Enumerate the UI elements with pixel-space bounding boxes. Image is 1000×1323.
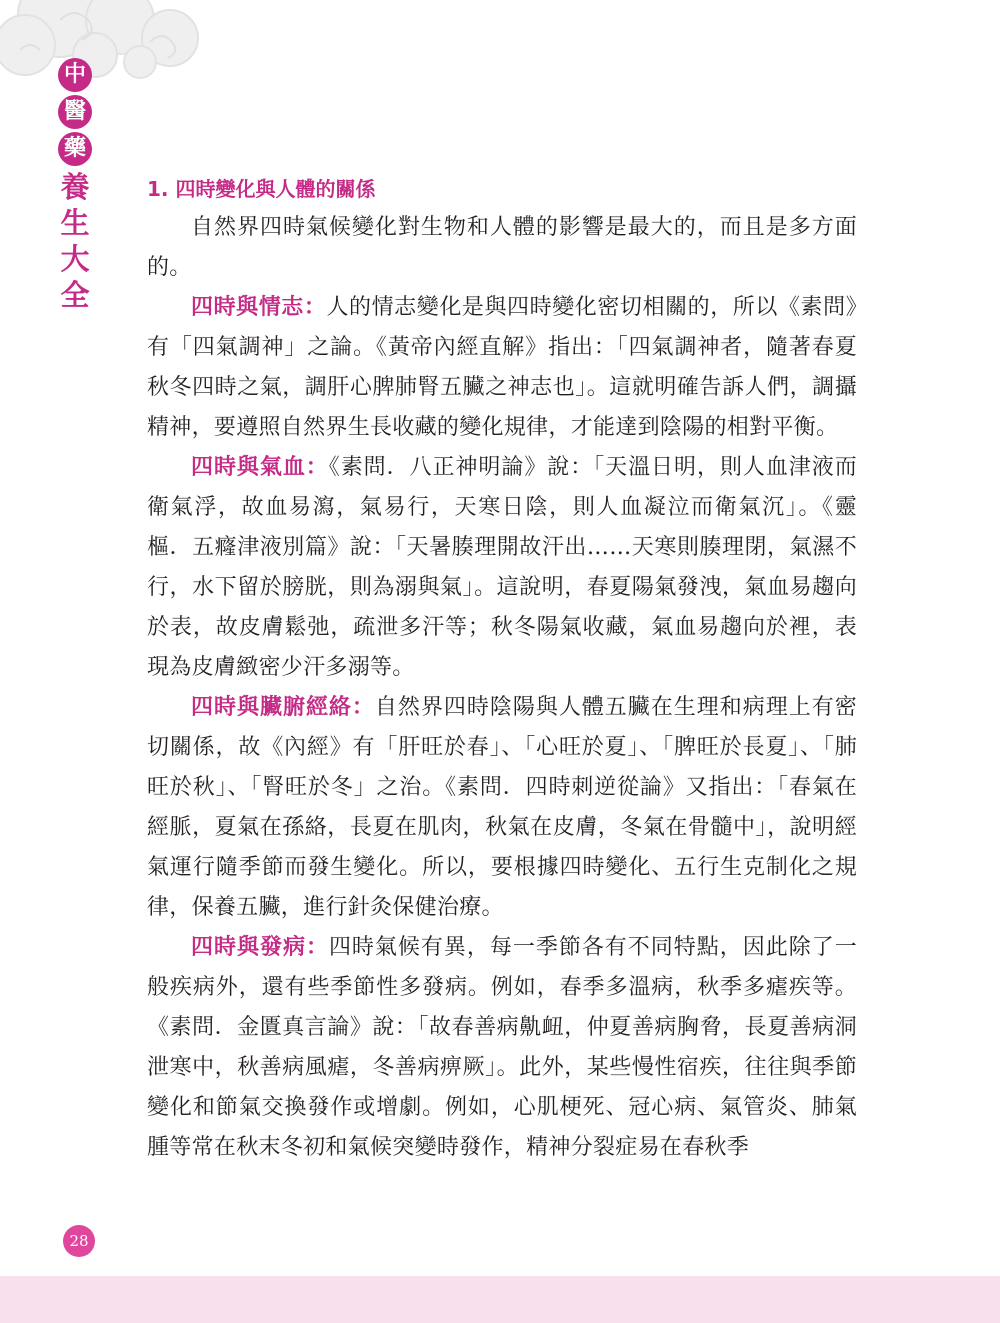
paragraph-lead: 四時與臟腑經絡： [191,695,375,720]
paragraph-text: 四時氣候有異，每一季節各有不同特點，因此除了一般疾病外，還有些季節性多發病。例如，春季多溫病，秋季多瘧疾等。《素問．金匱真言論》說：「故春善病鼽衄，仲夏善病胸脅，長夏善病洞泄寒中，秋善病風瘧，冬善病痹厥」。此外，某些慢性宿疾，往往與季節變化和節氣交換發作或增劇。例如，心肌梗死、冠心病、氣管炎、肺氣腫等常在秋末冬初和氣候突變時發作，精神分裂症易在春秋季 [147,935,857,1160]
paragraph-lead: 四時與氣血： [191,455,329,480]
series-title-char: 中 [58,58,92,92]
series-title-char: 全 [60,278,90,312]
paragraph-text: 自然界四時陰陽與人體五臟在生理和病理上有密切關係，故《內經》有「肝旺於春」、「心旺於夏」、「脾旺於長夏」、「肺旺於秋」、「腎旺於冬」之治。《素問．四時刺逆從論》又指出：「春氣在經脈，夏氣在孫絡，長夏在肌肉，秋氣在皮膚，冬氣在骨髓中」，說明經氣運行隨季節而發生變化。所以，要根據四時變化、五行生克制化之規律，保養五臟，進行針灸保健治療。 [147,695,857,920]
page-number: 28 [63,1225,95,1257]
series-title-char: 醫 [58,95,92,129]
intro-paragraph: 自然界四時氣候變化對生物和人體的影響是最大的，而且是多方面的。 [147,215,857,280]
cloud-ornament [0,0,215,95]
series-title-char: 生 [60,206,90,240]
paragraph-organs-meridians [147,688,857,928]
paragraph-qi-blood [147,448,857,688]
footer-band [0,1276,1000,1323]
paragraph-disease-onset [147,928,857,1168]
paragraph-lead: 四時與情志： [191,295,327,320]
paragraph-emotion [147,288,857,448]
paragraph-lead: 四時與發病： [191,935,329,960]
main-content [147,172,857,1168]
section-heading: 1. 四時變化與人體的關係 [147,177,376,201]
paragraph-text: 人的情志變化是與四時變化密切相關的，所以《素問》有「四氣調神」之論。《黃帝內經直解》指出：「四氣調神者，隨著春夏秋冬四時之氣，調肝心脾肺腎五臟之神志也」。這就明確告訴人們，調攝精神，要遵照自然界生長收藏的變化規律，才能達到陰陽的相對平衡。 [147,295,857,440]
paragraph-text: 《素問．八正神明論》說：「天溫日明，則人血津液而衛氣浮，故血易瀉，氣易行，天寒日陰，則人血凝泣而衛氣沉」。《靈樞．五癃津液別篇》說：「天暑腠理開故汗出……天寒則腠理閉，氣濕不行，水下留於膀胱，則為溺與氣」。這說明，春夏陽氣發洩，氣血易趨向於表，故皮膚鬆弛，疏泄多汗等；秋冬陽氣收藏，氣血易趨向於裡，表現為皮膚緻密少汗多溺等。 [147,455,857,680]
series-title [55,58,95,313]
series-title-char: 養 [60,170,90,204]
series-title-char: 大 [60,242,90,276]
series-title-char: 藥 [58,132,92,166]
